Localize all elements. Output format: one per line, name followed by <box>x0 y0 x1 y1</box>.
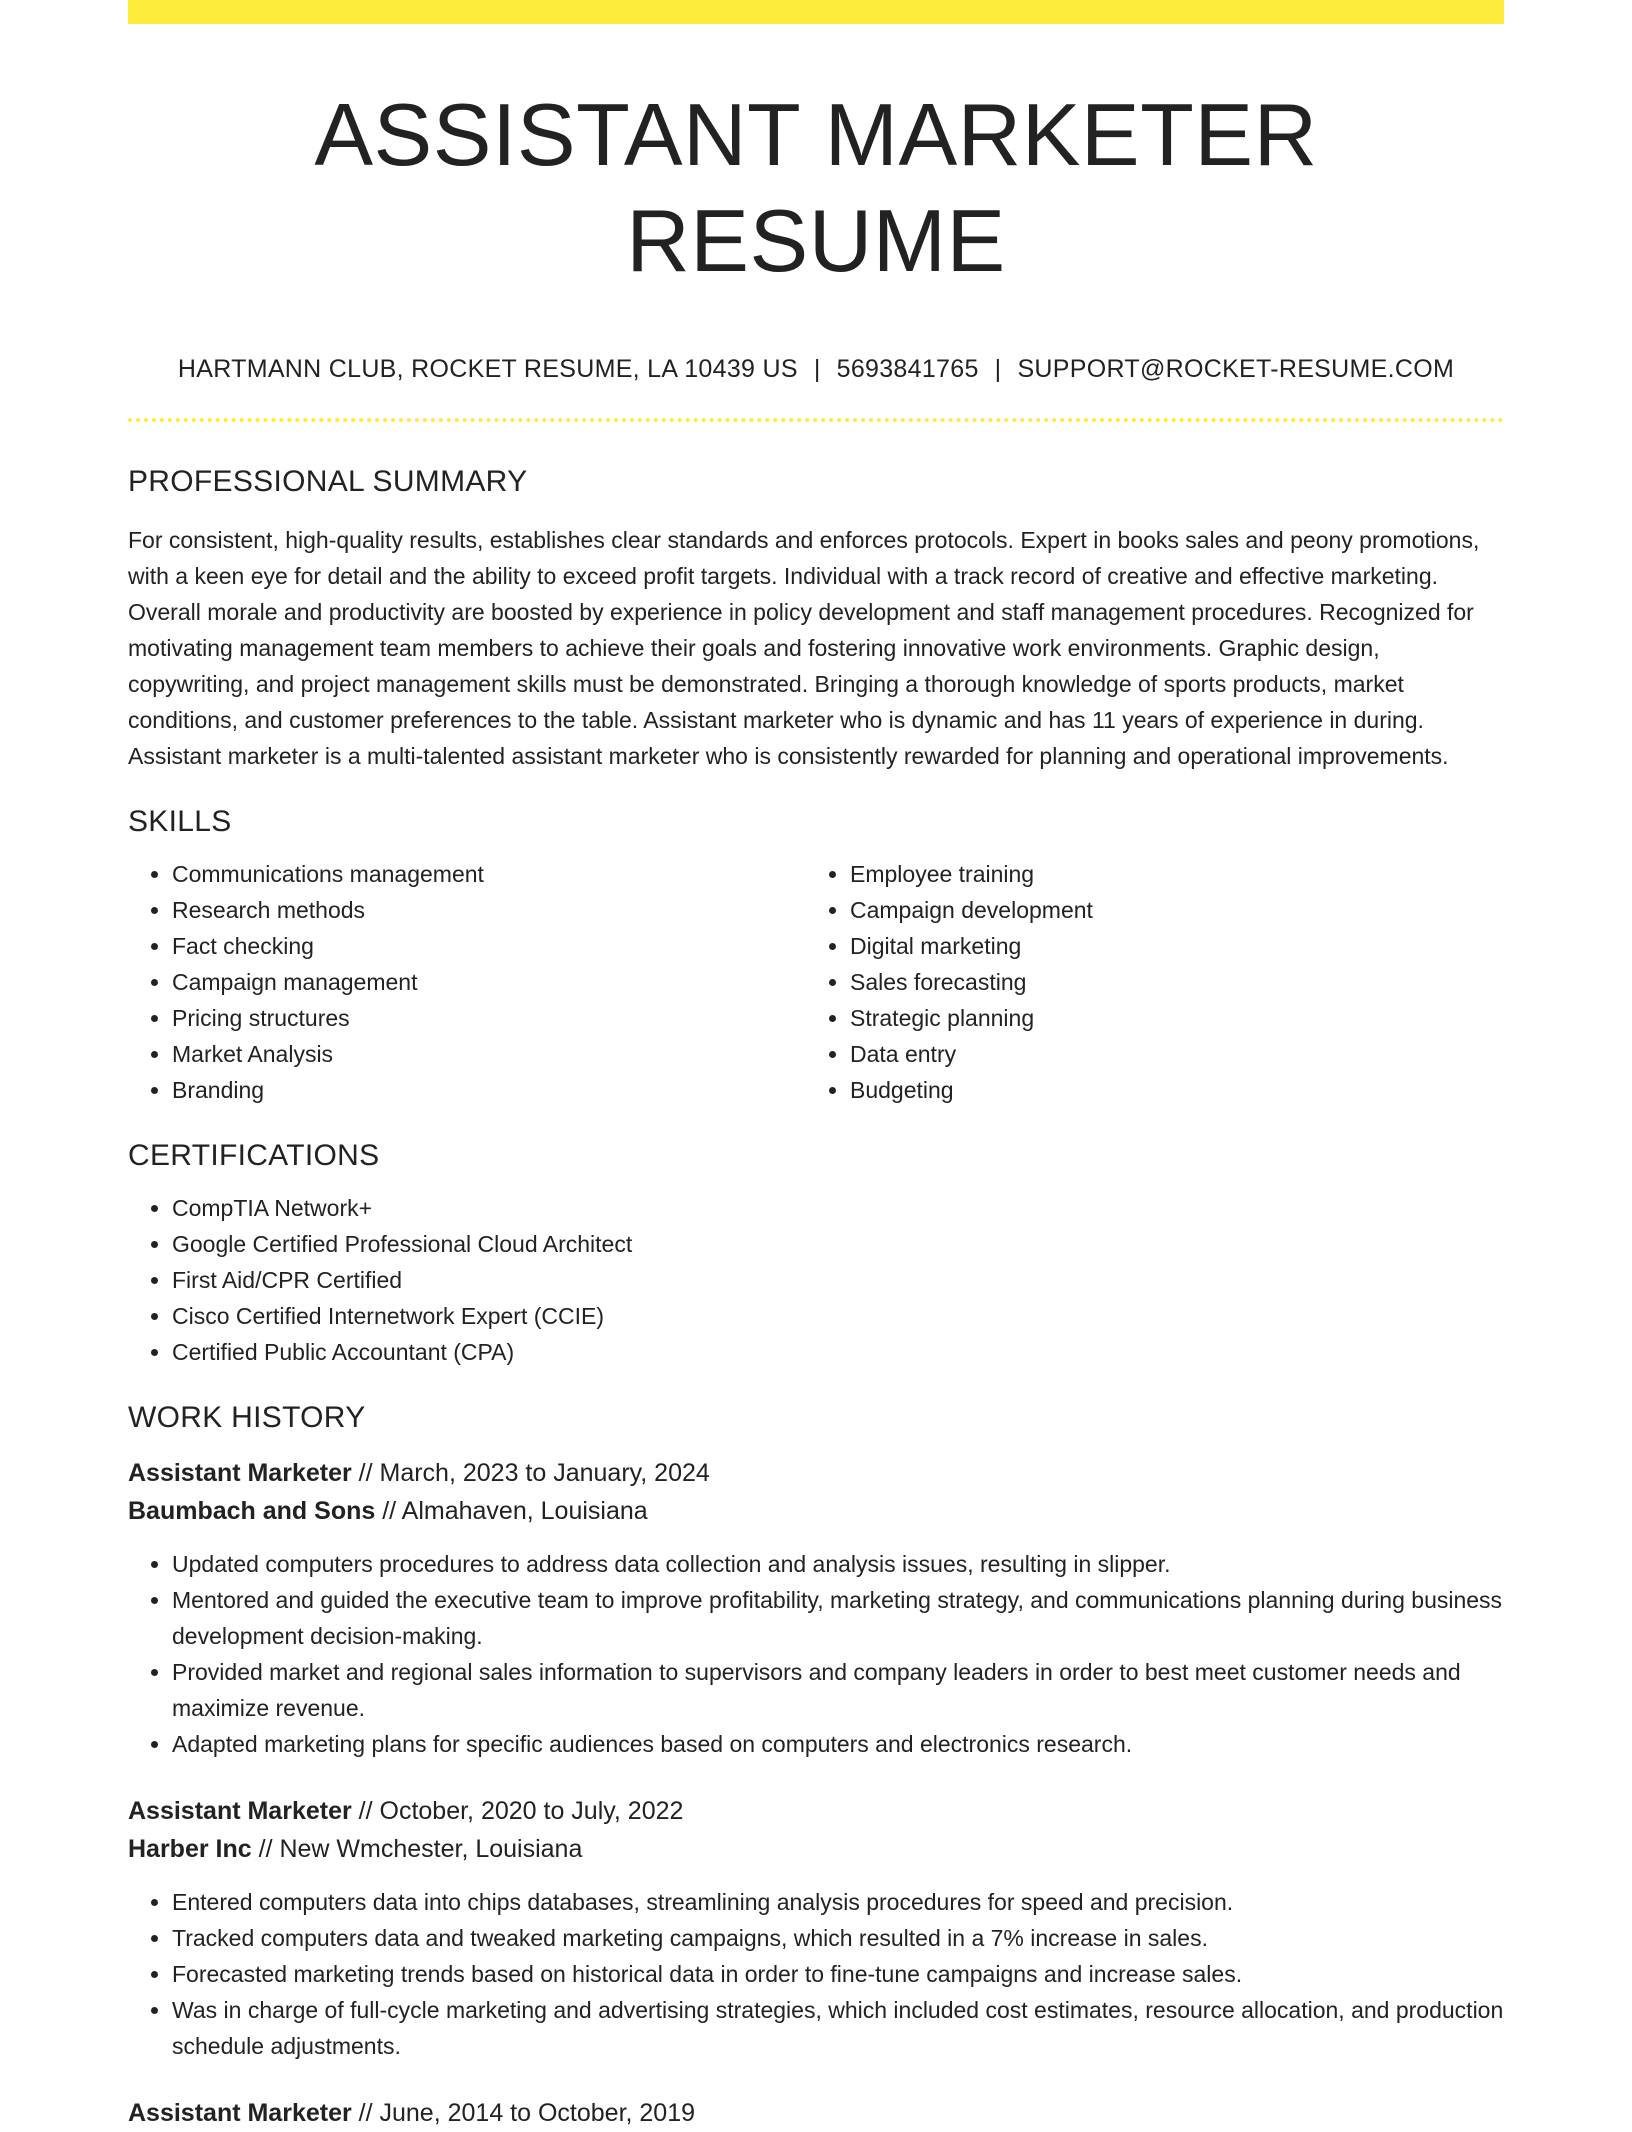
job-dates: // June, 2014 to October, 2019 <box>351 2098 696 2127</box>
job-company: Harber Inc <box>128 1834 252 1863</box>
job-bullet: • Provided market and regional sales information to supervisors and company leaders in order to best meet customer needs and maximize revenue. <box>172 1654 1504 1726</box>
professional-summary-section <box>128 464 1504 774</box>
skills-list-left <box>128 856 806 1108</box>
certification-item: • Google Certified Professional Cloud Architect <box>172 1226 1504 1262</box>
contact-info <box>128 353 1504 386</box>
job-company-line <box>128 1492 1504 1530</box>
section-heading: SKILLS <box>128 804 232 838</box>
contact-separator: | <box>994 355 1002 384</box>
certification-item: • First Aid/CPR Certified <box>172 1262 1504 1298</box>
certifications-section <box>128 1138 1504 1370</box>
certification-item: • Cisco Certified Internetwork Expert (CCIE) <box>172 1298 1504 1334</box>
skill-item: • Branding <box>172 1072 806 1108</box>
job-bullet: • Forecasted marketing trends based on historical data in order to fine-tune campaigns and increase sales. <box>172 1956 1504 1992</box>
contact-phone: 5693841765 <box>836 355 979 384</box>
skill-item: • Fact checking <box>172 928 806 964</box>
job-location: // Almahaven, Louisiana <box>375 1496 648 1525</box>
job-bullet: • Adapted marketing plans for specific audiences based on computers and electronics research. <box>172 1726 1504 1762</box>
section-heading: WORK HISTORY <box>128 1400 366 1434</box>
job-title: Assistant Marketer <box>128 1458 352 1487</box>
section-heading: PROFESSIONAL SUMMARY <box>128 464 528 498</box>
skill-item: • Data entry <box>850 1036 1484 1072</box>
job-company: Baumbach and Sons <box>128 1496 376 1525</box>
job-title-line <box>128 2094 1504 2132</box>
resume-title: ASSISTANT MARKETER RESUME <box>314 85 1318 290</box>
job-entry <box>128 1454 1504 1762</box>
job-title-line <box>128 1792 1504 1830</box>
certifications-list <box>128 1190 1504 1370</box>
job-bullet: • Updated computers procedures to address data collection and analysis issues, resulting in slipper. <box>172 1546 1504 1582</box>
skill-item: • Research methods <box>172 892 806 928</box>
job-company-line <box>128 1830 1504 1868</box>
certification-item: • CompTIA Network+ <box>172 1190 1504 1226</box>
job-bullet: • Entered computers data into chips databases, streamlining analysis procedures for speed and precision. <box>172 1884 1504 1920</box>
certification-item: • Certified Public Accountant (CPA) <box>172 1334 1504 1370</box>
skill-item: • Budgeting <box>850 1072 1484 1108</box>
skill-item: • Strategic planning <box>850 1000 1484 1036</box>
job-location: // New Wmchester, Louisiana <box>251 1834 583 1863</box>
skill-item: • Employee training <box>850 856 1484 892</box>
resume-page <box>128 0 1504 2132</box>
skill-item: • Communications management <box>172 856 806 892</box>
job-bullets <box>128 1884 1504 2064</box>
skill-item: • Market Analysis <box>172 1036 806 1072</box>
job-bullet: • Tracked computers data and tweaked marketing campaigns, which resulted in a 7% increase in sales. <box>172 1920 1504 1956</box>
section-heading: CERTIFICATIONS <box>128 1138 380 1172</box>
work-history-section <box>128 1400 1504 2132</box>
skill-item: • Pricing structures <box>172 1000 806 1036</box>
skills-grid <box>128 840 1504 1108</box>
contact-address: HARTMANN CLUB, ROCKET RESUME, LA 10439 US <box>177 355 798 384</box>
skill-item: • Campaign development <box>850 892 1484 928</box>
contact-email: SUPPORT@ROCKET-RESUME.COM <box>1017 355 1455 384</box>
skills-list-right <box>806 856 1484 1108</box>
job-bullet: • Mentored and guided the executive team to improve profitability, marketing strategy, and communications planning during business development decision-making. <box>172 1582 1504 1654</box>
header-divider <box>128 418 1504 422</box>
skill-item: • Sales forecasting <box>850 964 1484 1000</box>
job-title-line <box>128 1454 1504 1492</box>
skill-item: • Digital marketing <box>850 928 1484 964</box>
job-entry <box>128 2094 1504 2132</box>
skill-item: • Campaign management <box>172 964 806 1000</box>
skills-section <box>128 804 1504 1108</box>
job-dates: // March, 2023 to January, 2024 <box>351 1458 710 1487</box>
top-accent-bar <box>128 0 1504 24</box>
job-bullets <box>128 1546 1504 1762</box>
job-title: Assistant Marketer <box>128 1796 352 1825</box>
job-bullet: • Was in charge of full-cycle marketing and advertising strategies, which included cost estimates, resource allocation, and production schedule adjustments. <box>172 1992 1504 2064</box>
summary-text: For consistent, high-quality results, establishes clear standards and enforces protocols. Expert in books sales and peony promotions, with a keen eye for detail and the ability to exceed profit targets. Individual with a track record of creative and effective marketing. Overall morale and productivity are boosted by experience in policy development and staff management procedures. Recognized for motivating management team members to achieve their goals and fostering innovative work environments. Graphic design, copywriting, and project management skills must be demonstrated. Bringing a thorough knowledge of sports products, market conditions, and customer preferences to the table. Assistant marketer who is dynamic and has 11 years of experience in during. Assistant marketer is a multi-talented assistant marketer who is consistently rewarded for planning and operational improvements. <box>128 526 1480 769</box>
contact-separator: | <box>813 355 821 384</box>
job-title: Assistant Marketer <box>128 2098 352 2127</box>
job-dates: // October, 2020 to July, 2022 <box>351 1796 684 1825</box>
job-entry <box>128 1792 1504 2064</box>
